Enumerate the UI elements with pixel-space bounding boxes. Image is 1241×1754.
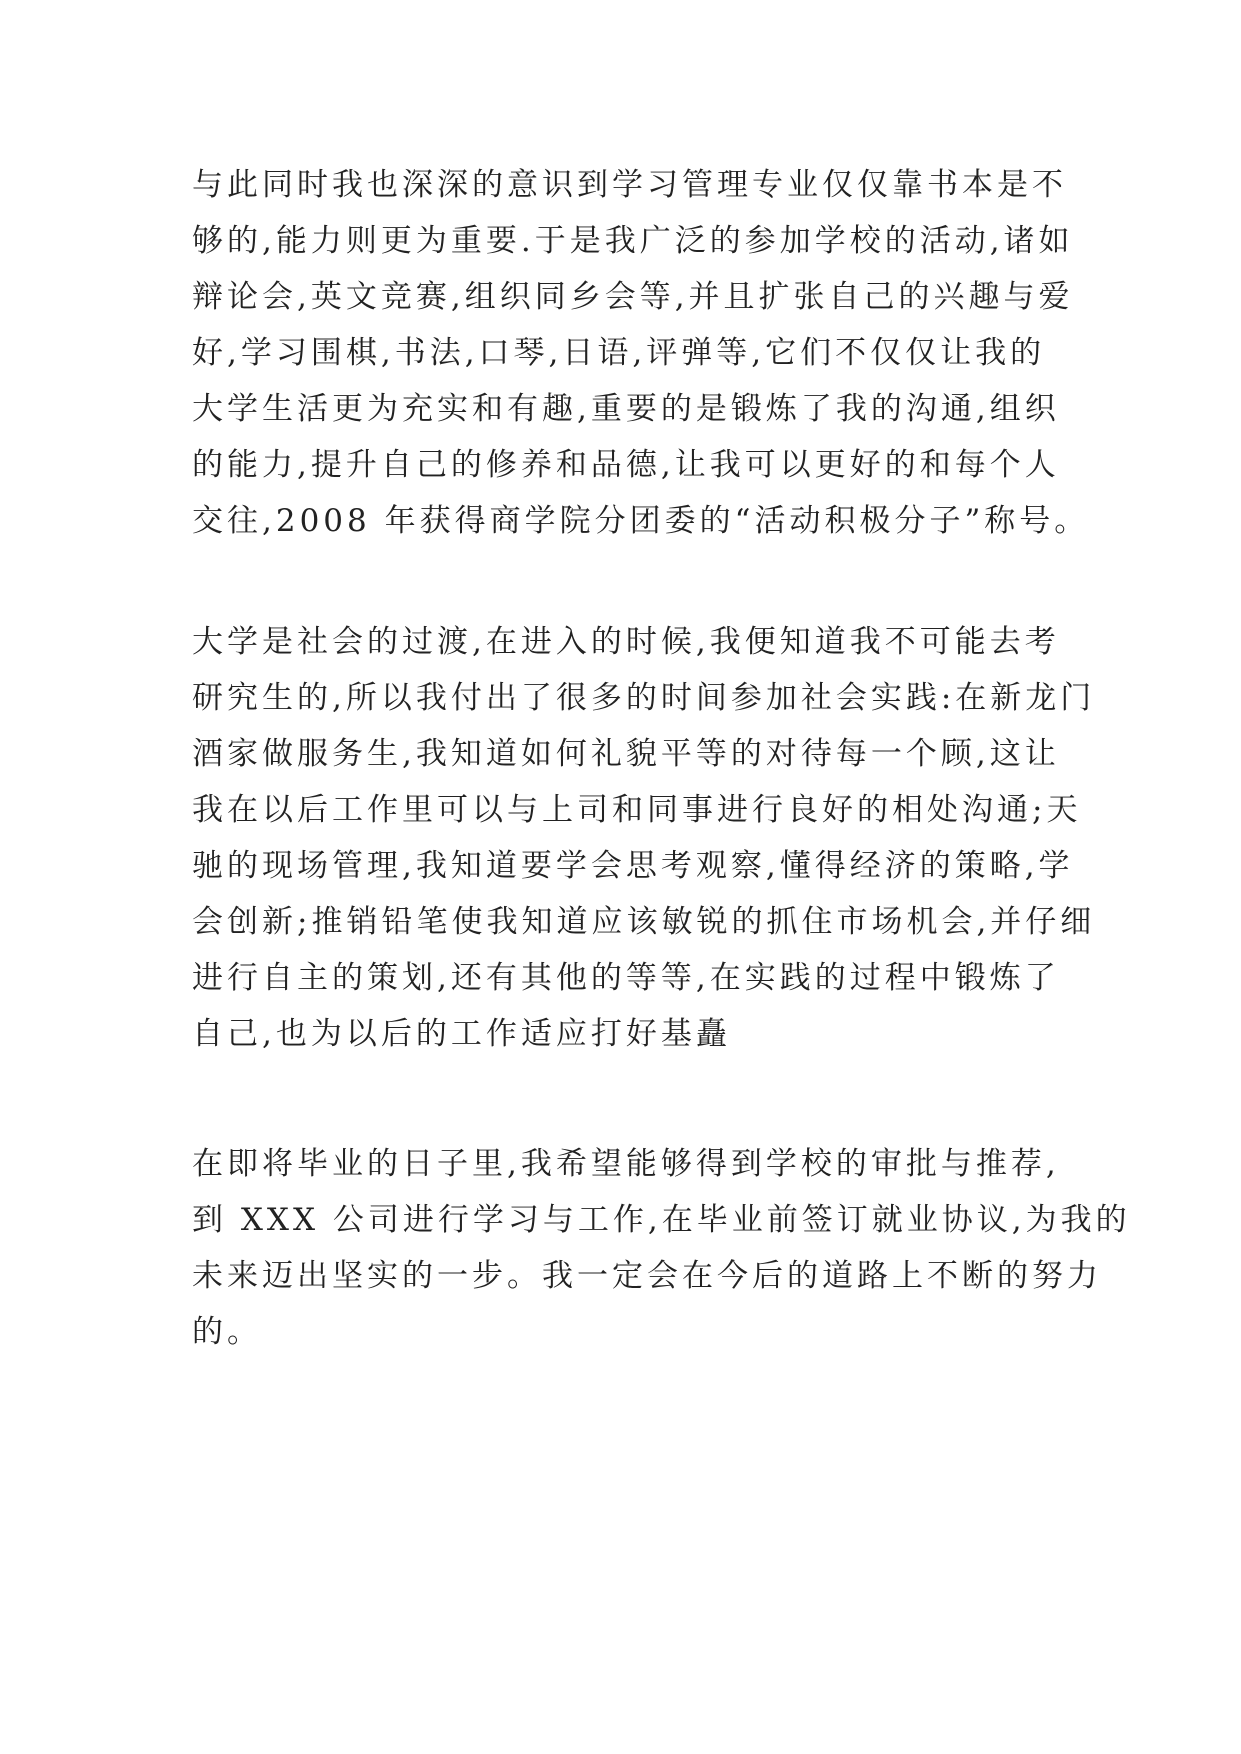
paragraph-3: [192, 1136, 1131, 1360]
text-line: 进行自主的策划,还有其他的等等,在实践的过程中锻炼了: [192, 960, 1060, 996]
text-line: 的能力,提升自己的修养和品德,让我可以更好的和每个人: [192, 447, 1060, 483]
text-line: 够的,能力则更为重要.于是我广泛的参加学校的活动,诸如: [192, 223, 1074, 259]
text-line: 的。: [192, 1314, 262, 1350]
text-line: 驰的现场管理,我知道要学会思考观察,懂得经济的策略,学: [192, 848, 1074, 884]
text-line: 酒家做服务生,我知道如何礼貌平等的对待每一个顾,这让: [192, 736, 1060, 772]
text-line: 与此同时我也深深的意识到学习管理专业仅仅靠书本是不: [192, 167, 1067, 203]
text-line: 会创新;推销铅笔使我知道应该敏锐的抓住市场机会,并仔细: [192, 904, 1096, 940]
text-line: 到 XXX 公司进行学习与工作,在毕业前签订就业协议,为我的: [192, 1202, 1131, 1238]
text-line: 辩论会,英文竞赛,组织同乡会等,并且扩张自己的兴趣与爱: [192, 279, 1074, 315]
paragraph-1: [192, 157, 1090, 549]
text-line: 自己,也为以后的工作适应打好基矗: [192, 1016, 731, 1052]
text-line: 好,学习围棋,书法,口琴,日语,评弹等,它们不仅仅让我的: [192, 335, 1046, 371]
text-line: 交往,2008 年获得商学院分团委的“活动积极分子”称号。: [192, 503, 1090, 539]
text-line: 大学生活更为充实和有趣,重要的是锻炼了我的沟通,组织: [192, 391, 1060, 427]
text-line: 未来迈出坚实的一步。我一定会在今后的道路上不断的努力: [192, 1258, 1102, 1294]
text-line: 大学是社会的过渡,在进入的时候,我便知道我不可能去考: [192, 624, 1060, 660]
text-line: 我在以后工作里可以与上司和同事进行良好的相处沟通;天: [192, 792, 1082, 828]
text-line: 在即将毕业的日子里,我希望能够得到学校的审批与推荐,: [192, 1146, 1060, 1182]
text-line: 研究生的,所以我付出了很多的时间参加社会实践:在新龙门: [192, 680, 1096, 716]
paragraph-2: [192, 614, 1096, 1062]
